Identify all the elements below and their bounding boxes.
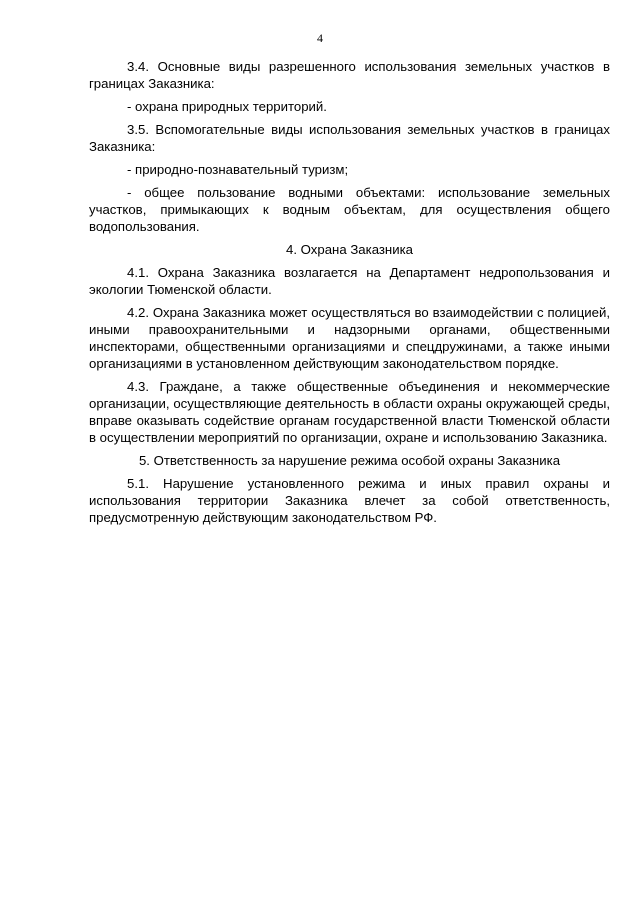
paragraph-4-1: 4.1. Охрана Заказника возлагается на Департамент недропользования и экологии Тюменской области. — [89, 265, 610, 297]
page-number: 4 — [317, 31, 323, 45]
paragraph-5-1: 5.1. Нарушение установленного режима и иных правил охраны и использования территории Заказника влечет за собой ответственность, предусмотренную действующим законодательством РФ. — [89, 476, 610, 525]
list-item-protection: - охрана природных территорий. — [127, 99, 327, 114]
section-heading-5: 5. Ответственность за нарушение режима особой охраны Заказника — [138, 453, 561, 468]
document-body — [89, 58, 610, 532]
list-item-water-use: - общее пользование водными объектами: использование земельных участков, примыкающих к водным объектам, для осуществления общего водопользования. — [89, 185, 610, 234]
paragraph-4-2: 4.2. Охрана Заказника может осуществляться во взаимодействии с полицией, иными правоохранительными и надзорными органами, общественными инспекторами, общественными организациями и спецдружинами, а также иными организациями в установленном действующим законодательством порядке. — [89, 305, 610, 371]
paragraph-3-4: 3.4. Основные виды разрешенного использования земельных участков в границах Заказника: — [89, 59, 610, 91]
list-item-tourism: - природно-познавательный туризм; — [127, 162, 349, 177]
paragraph-3-5: 3.5. Вспомогательные виды использования земельных участков в границах Заказника: — [89, 122, 610, 154]
paragraph-4-3: 4.3. Граждане, а также общественные объединения и некоммерческие организации, осуществляющие деятельность в области охраны окружающей среды, вправе оказывать содействие органам государственной власти Тюменской области в осуществлении мероприятий по организации, охране и использованию Заказника. — [89, 379, 610, 445]
section-heading-4: 4. Охрана Заказника — [286, 242, 413, 257]
